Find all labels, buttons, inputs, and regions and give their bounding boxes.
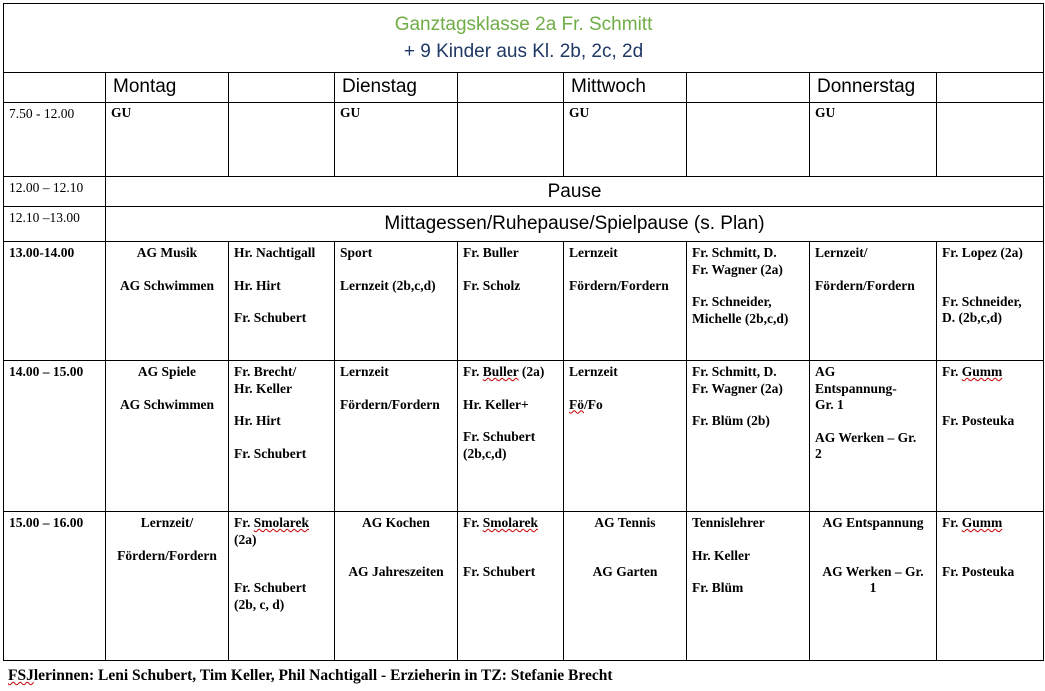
text-fragment: /Fo bbox=[584, 396, 603, 412]
cell-line: Fr. Brecht/ bbox=[234, 364, 297, 379]
cell-line: Fr. Schubert bbox=[234, 445, 307, 461]
cell-line bbox=[234, 515, 329, 532]
text-fragment: Smolarek bbox=[482, 515, 539, 530]
time-cell: 15.00 – 16.00 bbox=[4, 512, 106, 661]
cell-line: Lernzeit (2b,c,d) bbox=[340, 277, 436, 293]
title-cell bbox=[4, 4, 1044, 73]
cell-mi-b bbox=[687, 512, 810, 661]
cell-mi-b bbox=[687, 242, 810, 361]
cell-mi-a bbox=[564, 242, 687, 361]
cell-line: Fr. Wagner (2a) bbox=[692, 380, 783, 396]
title-line-1: Ganztagsklasse 2a Fr. Schmitt bbox=[394, 14, 653, 35]
cell-do-a bbox=[810, 242, 937, 361]
cell-do-b bbox=[937, 361, 1044, 512]
cell-mo-b bbox=[229, 242, 335, 361]
cell-line: Fr. Lopez (2a) bbox=[942, 245, 1023, 260]
title-line-2: + 9 Kinder aus Kl. 2b, 2c, 2d bbox=[403, 41, 644, 62]
cell-line: D. (2b,c,d) bbox=[942, 310, 1002, 325]
cell-line: Lernzeit bbox=[569, 245, 618, 260]
gu-dienstag: GU bbox=[335, 103, 458, 177]
cell-mo-b bbox=[229, 361, 335, 512]
cell-do-b bbox=[937, 242, 1044, 361]
text-fragment: Fr. bbox=[942, 515, 962, 530]
cell-line: Michelle (2b,c,d) bbox=[692, 310, 789, 326]
cell-line: Hr. Hirt bbox=[234, 277, 281, 293]
footer-fsj: FSJ bbox=[8, 667, 34, 684]
row-pause bbox=[4, 177, 1044, 207]
cell-line: AG Spiele bbox=[137, 364, 197, 379]
cell-line: 2 bbox=[815, 446, 822, 461]
day-montag-extra bbox=[229, 73, 335, 103]
cell-line: 1 bbox=[869, 580, 877, 595]
cell-line: Hr. Keller+ bbox=[463, 396, 529, 412]
row-1500 bbox=[4, 512, 1044, 661]
cell-mi-b bbox=[687, 361, 810, 512]
cell-line: (2b, c, d) bbox=[234, 596, 285, 612]
cell-line: Fr. Schubert bbox=[463, 429, 536, 444]
cell-line bbox=[942, 515, 1038, 532]
row-1300 bbox=[4, 242, 1044, 361]
day-mittwoch-extra bbox=[687, 73, 810, 103]
cell-mo-a bbox=[106, 242, 229, 361]
cell-line: Fr. Scholz bbox=[463, 277, 521, 293]
cell-di-b bbox=[458, 242, 564, 361]
time-cell: 7.50 - 12.00 bbox=[4, 103, 106, 177]
cell-line: Fördern/Fordern bbox=[569, 277, 669, 293]
cell-do-a bbox=[810, 361, 937, 512]
cell-di-a bbox=[335, 242, 458, 361]
cell-line: (2a) bbox=[234, 531, 257, 547]
cell-line: Sport bbox=[340, 245, 373, 260]
cell-line: AG Kochen bbox=[362, 515, 430, 530]
mittag-cell: Mittagessen/Ruhepause/Spielpause (s. Plan) bbox=[106, 207, 1044, 242]
cell-line: Fördern/Fordern bbox=[815, 277, 915, 293]
text-fragment: Fr. bbox=[942, 364, 962, 379]
cell-mo-a bbox=[106, 361, 229, 512]
cell-mi-a bbox=[564, 512, 687, 661]
cell-line: Lernzeit/ bbox=[815, 245, 868, 260]
cell-line: Lernzeit bbox=[569, 364, 618, 379]
time-cell: 12.10 –13.00 bbox=[4, 207, 106, 242]
row-1400 bbox=[4, 361, 1044, 512]
pause-cell: Pause bbox=[106, 177, 1044, 207]
cell-mo-b bbox=[229, 512, 335, 661]
cell-line: Fr. Schubert bbox=[234, 580, 307, 595]
cell-line: Fr. Schmitt, D. bbox=[692, 364, 777, 379]
cell-line bbox=[463, 515, 558, 532]
day-donnerstag: Donnerstag bbox=[810, 73, 937, 103]
gu-mittwoch: GU bbox=[564, 103, 687, 177]
day-dienstag-extra bbox=[458, 73, 564, 103]
cell-line: AG Werken – Gr. bbox=[822, 563, 924, 579]
cell-line: Lernzeit bbox=[340, 364, 389, 379]
text-fragment: Fö bbox=[569, 396, 584, 412]
cell-line: Hr. Keller bbox=[692, 547, 750, 563]
cell-line: Fr. Wagner (2a) bbox=[692, 261, 783, 277]
cell-line: Fr. Schmitt, D. bbox=[692, 245, 777, 260]
day-dienstag: Dienstag bbox=[335, 73, 458, 103]
day-montag: Montag bbox=[106, 73, 229, 103]
cell-line: AG Werken – Gr. bbox=[815, 429, 917, 445]
empty-cell bbox=[458, 103, 564, 177]
cell-di-a bbox=[335, 512, 458, 661]
text-fragment: Smolarek bbox=[253, 515, 310, 530]
empty-cell bbox=[687, 103, 810, 177]
text-fragment: Fr. bbox=[234, 515, 254, 530]
cell-line: Fr. Schubert bbox=[234, 310, 307, 325]
empty-cell bbox=[229, 103, 335, 177]
cell-line: Fördern/Fordern bbox=[340, 396, 440, 412]
cell-do-a bbox=[810, 512, 937, 661]
text-fragment: Gumm bbox=[961, 515, 1003, 530]
cell-line bbox=[463, 364, 558, 381]
schedule-table bbox=[3, 3, 1044, 661]
title-row bbox=[4, 4, 1044, 73]
cell-line: Tennislehrer bbox=[692, 515, 765, 530]
time-cell: 14.00 – 15.00 bbox=[4, 361, 106, 512]
cell-line: Entspannung- bbox=[815, 380, 897, 396]
text-fragment: (2a) bbox=[518, 364, 545, 379]
cell-mo-a bbox=[106, 512, 229, 661]
day-donnerstag-extra bbox=[937, 73, 1044, 103]
text-fragment: Fr. bbox=[463, 364, 483, 379]
cell-line: AG Schwimmen bbox=[119, 396, 215, 412]
cell-line: Fr. Posteuka bbox=[942, 412, 1015, 428]
text-fragment: Gumm bbox=[961, 364, 1003, 379]
cell-line: Fr. Schubert bbox=[463, 563, 536, 579]
cell-line: AG bbox=[815, 364, 836, 379]
cell-line: Hr. Hirt bbox=[234, 413, 281, 428]
cell-line: AG Entspannung bbox=[822, 515, 924, 530]
empty-cell bbox=[937, 103, 1044, 177]
cell-line: Hr. Nachtigall bbox=[234, 245, 316, 260]
cell-line: AG Garten bbox=[592, 563, 658, 579]
cell-line: Fr. Buller bbox=[463, 245, 519, 260]
gu-donnerstag: GU bbox=[810, 103, 937, 177]
cell-line: Lernzeit/ bbox=[140, 515, 194, 530]
corner-cell bbox=[4, 73, 106, 103]
row-mittag bbox=[4, 207, 1044, 242]
cell-line: Fr. Schneider, bbox=[942, 293, 1022, 309]
gu-montag: GU bbox=[106, 103, 229, 177]
cell-mi-a bbox=[564, 361, 687, 512]
cell-di-b bbox=[458, 361, 564, 512]
cell-do-b bbox=[937, 512, 1044, 661]
cell-line: Gr. 1 bbox=[815, 397, 844, 412]
cell-line: AG Musik bbox=[136, 245, 198, 260]
cell-line: AG Tennis bbox=[594, 515, 656, 530]
text-fragment: Fr. bbox=[463, 515, 483, 530]
cell-line: AG Jahreszeiten bbox=[348, 563, 444, 579]
cell-line bbox=[569, 397, 681, 414]
cell-line: Fördern/Fordern bbox=[117, 547, 217, 563]
footer-text: lerinnen: Leni Schubert, Tim Keller, Phil Nachtigall - Erzieherin in TZ: Stefanie Brecht bbox=[33, 667, 613, 684]
cell-line: Fr. Posteuka bbox=[942, 563, 1015, 579]
cell-line: Fr. Blüm bbox=[692, 580, 744, 595]
cell-line: Hr. Keller bbox=[234, 380, 292, 396]
time-cell: 13.00-14.00 bbox=[4, 242, 106, 361]
cell-line: (2b,c,d) bbox=[463, 445, 507, 461]
time-cell: 12.00 – 12.10 bbox=[4, 177, 106, 207]
days-header-row bbox=[4, 73, 1044, 103]
day-mittwoch: Mittwoch bbox=[564, 73, 687, 103]
cell-line: Fr. Blüm (2b) bbox=[692, 413, 770, 428]
cell-line: AG Schwimmen bbox=[119, 277, 215, 293]
row-gu bbox=[4, 103, 1044, 177]
cell-line bbox=[942, 364, 1038, 381]
cell-line: Fr. Schneider, bbox=[692, 294, 772, 309]
cell-di-a bbox=[335, 361, 458, 512]
footer-staff-note bbox=[8, 667, 613, 685]
cell-di-b bbox=[458, 512, 564, 661]
text-fragment: Buller bbox=[482, 364, 519, 379]
